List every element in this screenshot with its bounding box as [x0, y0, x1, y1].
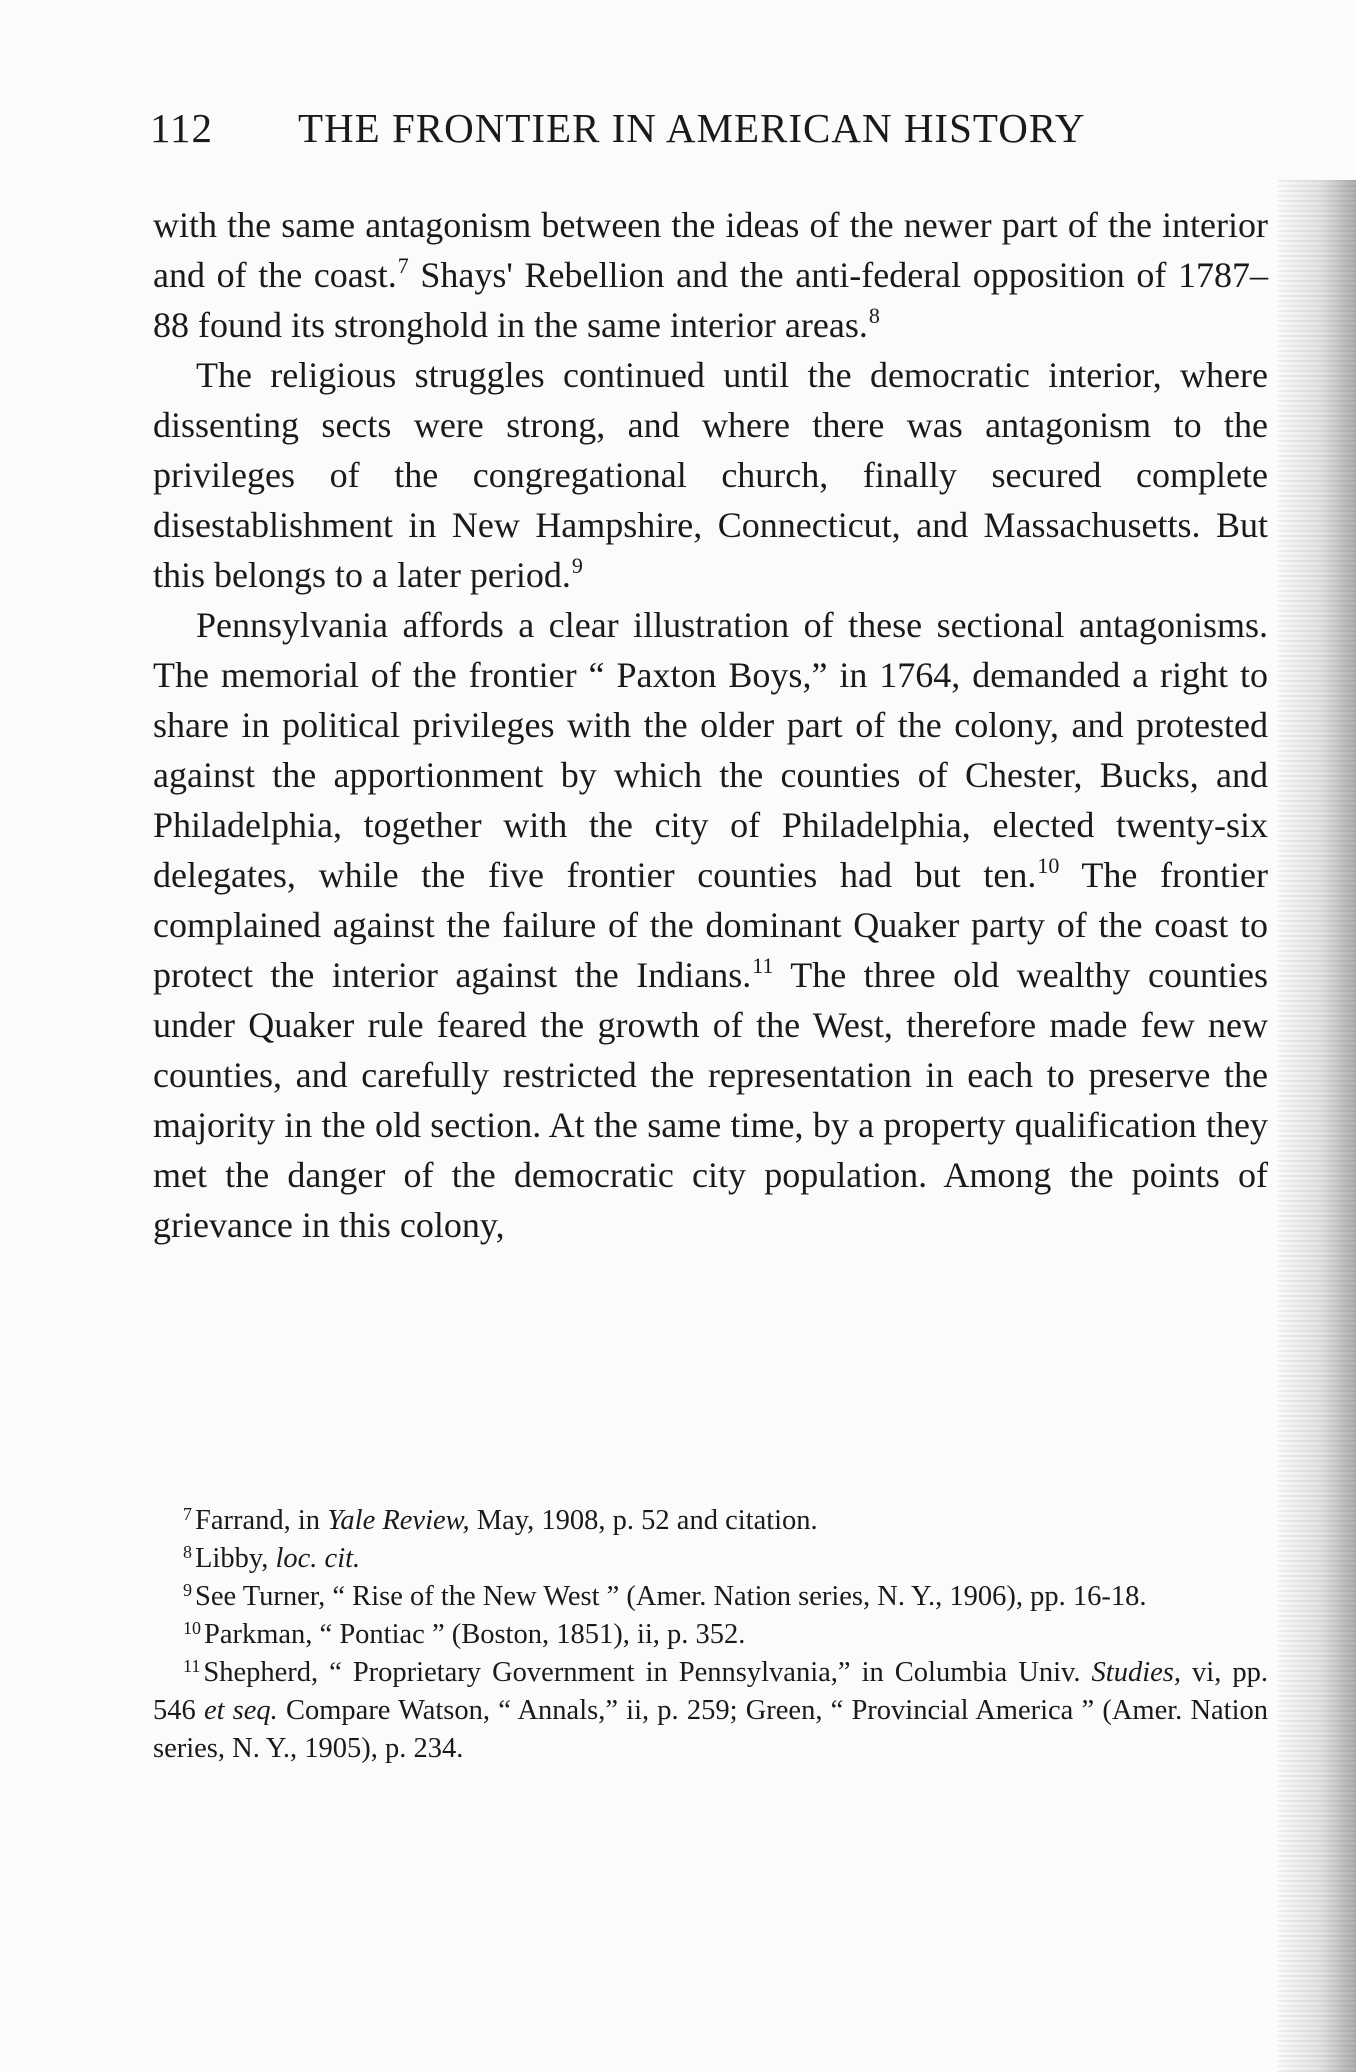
footnote-italic: Yale Review,: [327, 1505, 470, 1536]
footnote-italic: et seq.: [203, 1695, 278, 1726]
footnote-ref-10: 10: [1037, 853, 1060, 878]
footnote-11: [153, 1654, 1268, 1768]
footnote-ref-8: 8: [868, 303, 880, 328]
footnote-text: See Turner, “ Rise of the New West ” (Amer. Nation series, N. Y., 1906), pp. 16-18.: [195, 1581, 1147, 1612]
paragraph-1: [153, 200, 1268, 350]
footnote-ref-11: 11: [752, 953, 774, 978]
text-fragment: Shays' Rebellion and the anti-federal opposition of 1787–88 found its stronghold in the same interior areas.: [153, 255, 1268, 345]
footnote-7: [153, 1502, 1268, 1540]
footnote-ref-9: 9: [571, 553, 583, 578]
footnote-italic: loc. cit.: [275, 1543, 361, 1574]
footnote-text: Compare Watson, “ Annals,” ii, p. 259; Green, “ Provincial America ” (Amer. Nation series, N. Y., 1905), p. 234.: [153, 1695, 1269, 1764]
footnote-text: Farrand, in: [195, 1505, 328, 1536]
footnote-text: Libby,: [195, 1543, 276, 1574]
footnote-10: [153, 1616, 1268, 1654]
footnote-8: [153, 1540, 1268, 1578]
footnote-9: [153, 1578, 1268, 1616]
text-fragment: The religious struggles continued until the democratic interior, where dissenting sects were strong, and where there was antagonism to the privileges of the congregational church, finally secured complete disestablishment in New Hampshire, Connecticut, and Massachusetts. But this belongs to a later period.: [153, 355, 1268, 595]
footnote-number: 8: [183, 1542, 192, 1562]
paragraph-2: [153, 350, 1268, 600]
running-header: [150, 104, 1250, 160]
footnote-text: Parkman, “ Pontiac ” (Boston, 1851), ii, p. 352.: [204, 1619, 746, 1650]
footnote-text: May, 1908, p. 52 and citation.: [469, 1505, 818, 1536]
page-number: 112: [150, 105, 213, 151]
footnote-number: 7: [183, 1504, 192, 1524]
footnote-italic: Studies,: [1091, 1657, 1181, 1688]
footnote-ref-7: 7: [397, 253, 409, 278]
text-fragment: with the same antagonism between the ideas of the newer part of the interior and of the coast.: [153, 205, 1268, 295]
body-text: [153, 200, 1268, 1250]
footnotes: [153, 1502, 1268, 1768]
footnote-number: 10: [183, 1618, 201, 1638]
paragraph-3: [153, 600, 1268, 1250]
text-fragment: The three old wealthy counties under Quaker rule feared the growth of the West, therefore made few new counties, and carefully restricted the representation in each to preserve the majority in the old section. At the same time, by a property qualification they met the danger of the democratic city population. Among the points of grievance in this colony,: [153, 955, 1268, 1245]
text-fragment: Pennsylvania affords a clear illustration of these sectional antagonisms. The memorial of the frontier “ Paxton Boys,” in 1764, demanded a right to share in political privileges with the older part of the colony, and protested against the apportionment by which the counties of Chester, Bucks, and Philadelphia, together with the city of Philadelphia, elected twenty-six delegates, while the five frontier counties had but ten.: [153, 605, 1268, 895]
footnote-text: vi, pp. 546: [153, 1657, 1268, 1726]
footnote-number: 11: [183, 1656, 201, 1676]
running-title: THE FRONTIER IN AMERICAN HISTORY: [298, 105, 1086, 151]
page-edge-shadow: [1278, 180, 1356, 2072]
footnote-text: Shepherd, “ Proprietary Government in Pennsylvania,” in Columbia Univ.: [203, 1657, 1092, 1688]
text-fragment: The frontier complained against the failure of the dominant Quaker party of the coast to protect the interior against the Indians.: [153, 855, 1268, 995]
footnote-number: 9: [183, 1580, 192, 1600]
